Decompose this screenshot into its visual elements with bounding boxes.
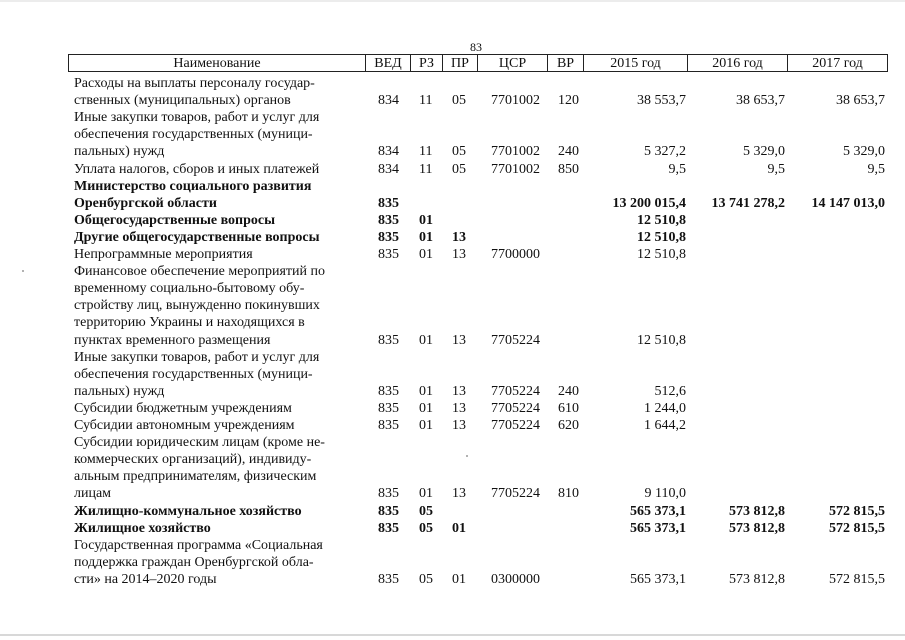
header-rz: РЗ <box>410 55 442 71</box>
cell-csr: 7705224 <box>491 383 540 399</box>
cell-ved: 835 <box>378 229 399 245</box>
header-ved: ВЕД <box>365 55 410 71</box>
row-name-line: лицам <box>74 486 112 502</box>
cell-rz: 01 <box>419 332 433 348</box>
cell-y2017: 572 815,5 <box>829 571 885 587</box>
cell-y2015: 1 244,0 <box>644 400 686 416</box>
cell-rz: 01 <box>419 383 433 399</box>
cell-ved: 835 <box>378 332 399 348</box>
header-2017: 2017 год <box>787 55 887 71</box>
cell-y2015: 13 200 015,4 <box>612 195 686 211</box>
cell-y2017: 9,5 <box>867 161 885 177</box>
row-name-line: Субсидии бюджетным учреждениям <box>74 400 292 416</box>
cell-vr: 810 <box>558 486 579 502</box>
row-name-line: Иные закупки товаров, работ и услуг для <box>74 110 320 126</box>
cell-csr: 7700000 <box>491 247 540 262</box>
cell-rz: 01 <box>419 229 433 245</box>
cell-y2017: 14 147 013,0 <box>811 195 885 211</box>
cell-pr: 01 <box>452 571 466 587</box>
cell-ved: 834 <box>378 161 399 177</box>
row-name-line: поддержка граждан Оренбургской обла- <box>74 554 314 570</box>
cell-vr: 620 <box>558 418 579 433</box>
row-name-line: Непрограммные мероприятия <box>74 247 253 262</box>
cell-pr: 05 <box>452 161 466 177</box>
header-2016: 2016 год <box>687 55 787 71</box>
cell-y2017: 572 815,5 <box>829 503 885 519</box>
row-name-line: Финансовое обеспечение мероприятий по <box>74 264 325 280</box>
cell-rz: 01 <box>419 418 433 433</box>
cell-y2016: 38 653,7 <box>736 93 785 109</box>
cell-rz: 05 <box>419 503 433 519</box>
page-number: 83 <box>470 40 482 54</box>
row-name-line: Уплата налогов, сборов и иных платежей <box>74 161 320 177</box>
cell-y2015: 9 110,0 <box>644 486 686 502</box>
cell-vr: 610 <box>558 400 579 416</box>
cell-ved: 835 <box>378 212 399 228</box>
row-name-line: Оренбургской области <box>74 195 217 211</box>
cell-rz: 11 <box>419 144 433 160</box>
cell-csr: 7701002 <box>491 144 540 160</box>
cell-y2015: 512,6 <box>654 383 686 399</box>
cell-y2016: 573 812,8 <box>729 520 785 536</box>
cell-y2017: 572 815,5 <box>829 520 885 536</box>
cell-y2016: 573 812,8 <box>729 503 785 519</box>
cell-ved: 835 <box>378 486 399 502</box>
cell-rz: 01 <box>419 212 433 228</box>
scan-speck <box>22 270 24 272</box>
cell-y2017: 38 653,7 <box>836 93 885 109</box>
cell-y2017: 5 329,0 <box>843 144 885 160</box>
row-name-line: ственных (муниципальных) органов <box>74 93 291 109</box>
cell-y2015: 1 644,2 <box>644 418 686 433</box>
cell-pr: 13 <box>452 332 466 348</box>
row-name-line: Государственная программа «Социальная <box>74 537 323 553</box>
header-2015: 2015 год <box>583 55 687 71</box>
cell-y2015: 38 553,7 <box>637 93 686 109</box>
row-name-line: Жилищное хозяйство <box>74 520 211 536</box>
cell-csr: 7705224 <box>491 400 540 416</box>
cell-pr: 13 <box>452 247 466 262</box>
cell-rz: 11 <box>419 93 433 109</box>
cell-y2015: 565 373,1 <box>630 520 686 536</box>
cell-ved: 835 <box>378 195 399 211</box>
cell-y2015: 5 327,2 <box>644 144 686 160</box>
cell-csr: 7701002 <box>491 161 540 177</box>
cell-y2015: 565 373,1 <box>630 503 686 519</box>
row-name-line: Иные закупки товаров, работ и услуг для <box>74 349 320 365</box>
row-name-line: сти» на 2014–2020 годы <box>74 571 217 587</box>
cell-ved: 834 <box>378 93 399 109</box>
cell-vr: 850 <box>558 161 579 177</box>
cell-vr: 240 <box>558 383 579 399</box>
cell-rz: 01 <box>419 247 433 262</box>
cell-y2015: 12 510,8 <box>637 247 686 262</box>
row-name-line: альным предпринимателям, физическим <box>74 469 317 485</box>
cell-y2015: 12 510,8 <box>637 332 686 348</box>
scan-edge-bottom <box>0 634 905 636</box>
cell-csr: 7705224 <box>491 332 540 348</box>
cell-rz: 05 <box>419 571 433 587</box>
cell-y2015: 9,5 <box>668 161 686 177</box>
cell-ved: 835 <box>378 400 399 416</box>
cell-y2016: 5 329,0 <box>743 144 785 160</box>
cell-rz: 11 <box>419 161 433 177</box>
cell-pr: 01 <box>452 520 466 536</box>
cell-vr: 120 <box>558 93 579 109</box>
cell-rz: 01 <box>419 400 433 416</box>
cell-ved: 834 <box>378 144 399 160</box>
cell-csr: 7705224 <box>491 418 540 433</box>
cell-rz: 01 <box>419 486 433 502</box>
cell-vr: 240 <box>558 144 579 160</box>
row-name-line: пальных) нужд <box>74 144 165 160</box>
cell-csr: 0300000 <box>491 571 540 587</box>
cell-ved: 835 <box>378 418 399 433</box>
row-name-line: пальных) нужд <box>74 383 165 399</box>
cell-pr: 13 <box>452 486 466 502</box>
cell-pr: 13 <box>452 418 466 433</box>
cell-y2015: 12 510,8 <box>637 212 686 228</box>
header-pr: ПР <box>442 55 477 71</box>
row-name-line: пунктах временного размещения <box>74 332 271 348</box>
cell-pr: 05 <box>452 144 466 160</box>
cell-ved: 835 <box>378 503 399 519</box>
cell-y2016: 9,5 <box>767 161 785 177</box>
header-name: Наименование <box>173 56 261 71</box>
header-csr: ЦСР <box>477 55 547 71</box>
row-name-line: временному социально-бытовому обу- <box>74 281 305 297</box>
cell-y2015: 12 510,8 <box>637 229 686 245</box>
cell-csr: 7701002 <box>491 93 540 109</box>
cell-rz: 05 <box>419 520 433 536</box>
cell-y2016: 13 741 278,2 <box>711 195 785 211</box>
row-name-line: Субсидии юридическим лицам (кроме не- <box>74 435 325 451</box>
cell-y2016: 573 812,8 <box>729 571 785 587</box>
row-name-line: Субсидии автономным учреждениям <box>74 418 295 433</box>
cell-ved: 835 <box>378 571 399 587</box>
cell-pr: 13 <box>452 400 466 416</box>
cell-y2015: 565 373,1 <box>630 571 686 587</box>
row-name-line: коммерческих организаций), индивиду- <box>74 452 312 468</box>
cell-ved: 835 <box>378 520 399 536</box>
cell-ved: 835 <box>378 383 399 399</box>
cell-pr: 05 <box>452 93 466 109</box>
row-name-line: Жилищно-коммунальное хозяйство <box>74 503 302 519</box>
cell-csr: 7705224 <box>491 486 540 502</box>
row-name-line: обеспечения государственных (муници- <box>74 127 313 143</box>
cell-ved: 835 <box>378 247 399 262</box>
cell-pr: 13 <box>452 229 466 245</box>
row-name-line: Министерство социального развития <box>74 178 312 194</box>
row-name-line: обеспечения государственных (муници- <box>74 366 313 382</box>
row-name-line: стройству лиц, вынужденно покинувших <box>74 298 320 314</box>
row-name-line: Общегосударственные вопросы <box>74 212 276 228</box>
row-name-line: Расходы на выплаты персоналу государ- <box>74 76 315 91</box>
row-name-line: Другие общегосударственные вопросы <box>74 229 320 245</box>
cell-pr: 13 <box>452 383 466 399</box>
scan-speck <box>466 455 468 457</box>
row-name-line: территорию Украины и находящихся в <box>74 315 305 331</box>
header-vr: ВР <box>547 55 583 71</box>
